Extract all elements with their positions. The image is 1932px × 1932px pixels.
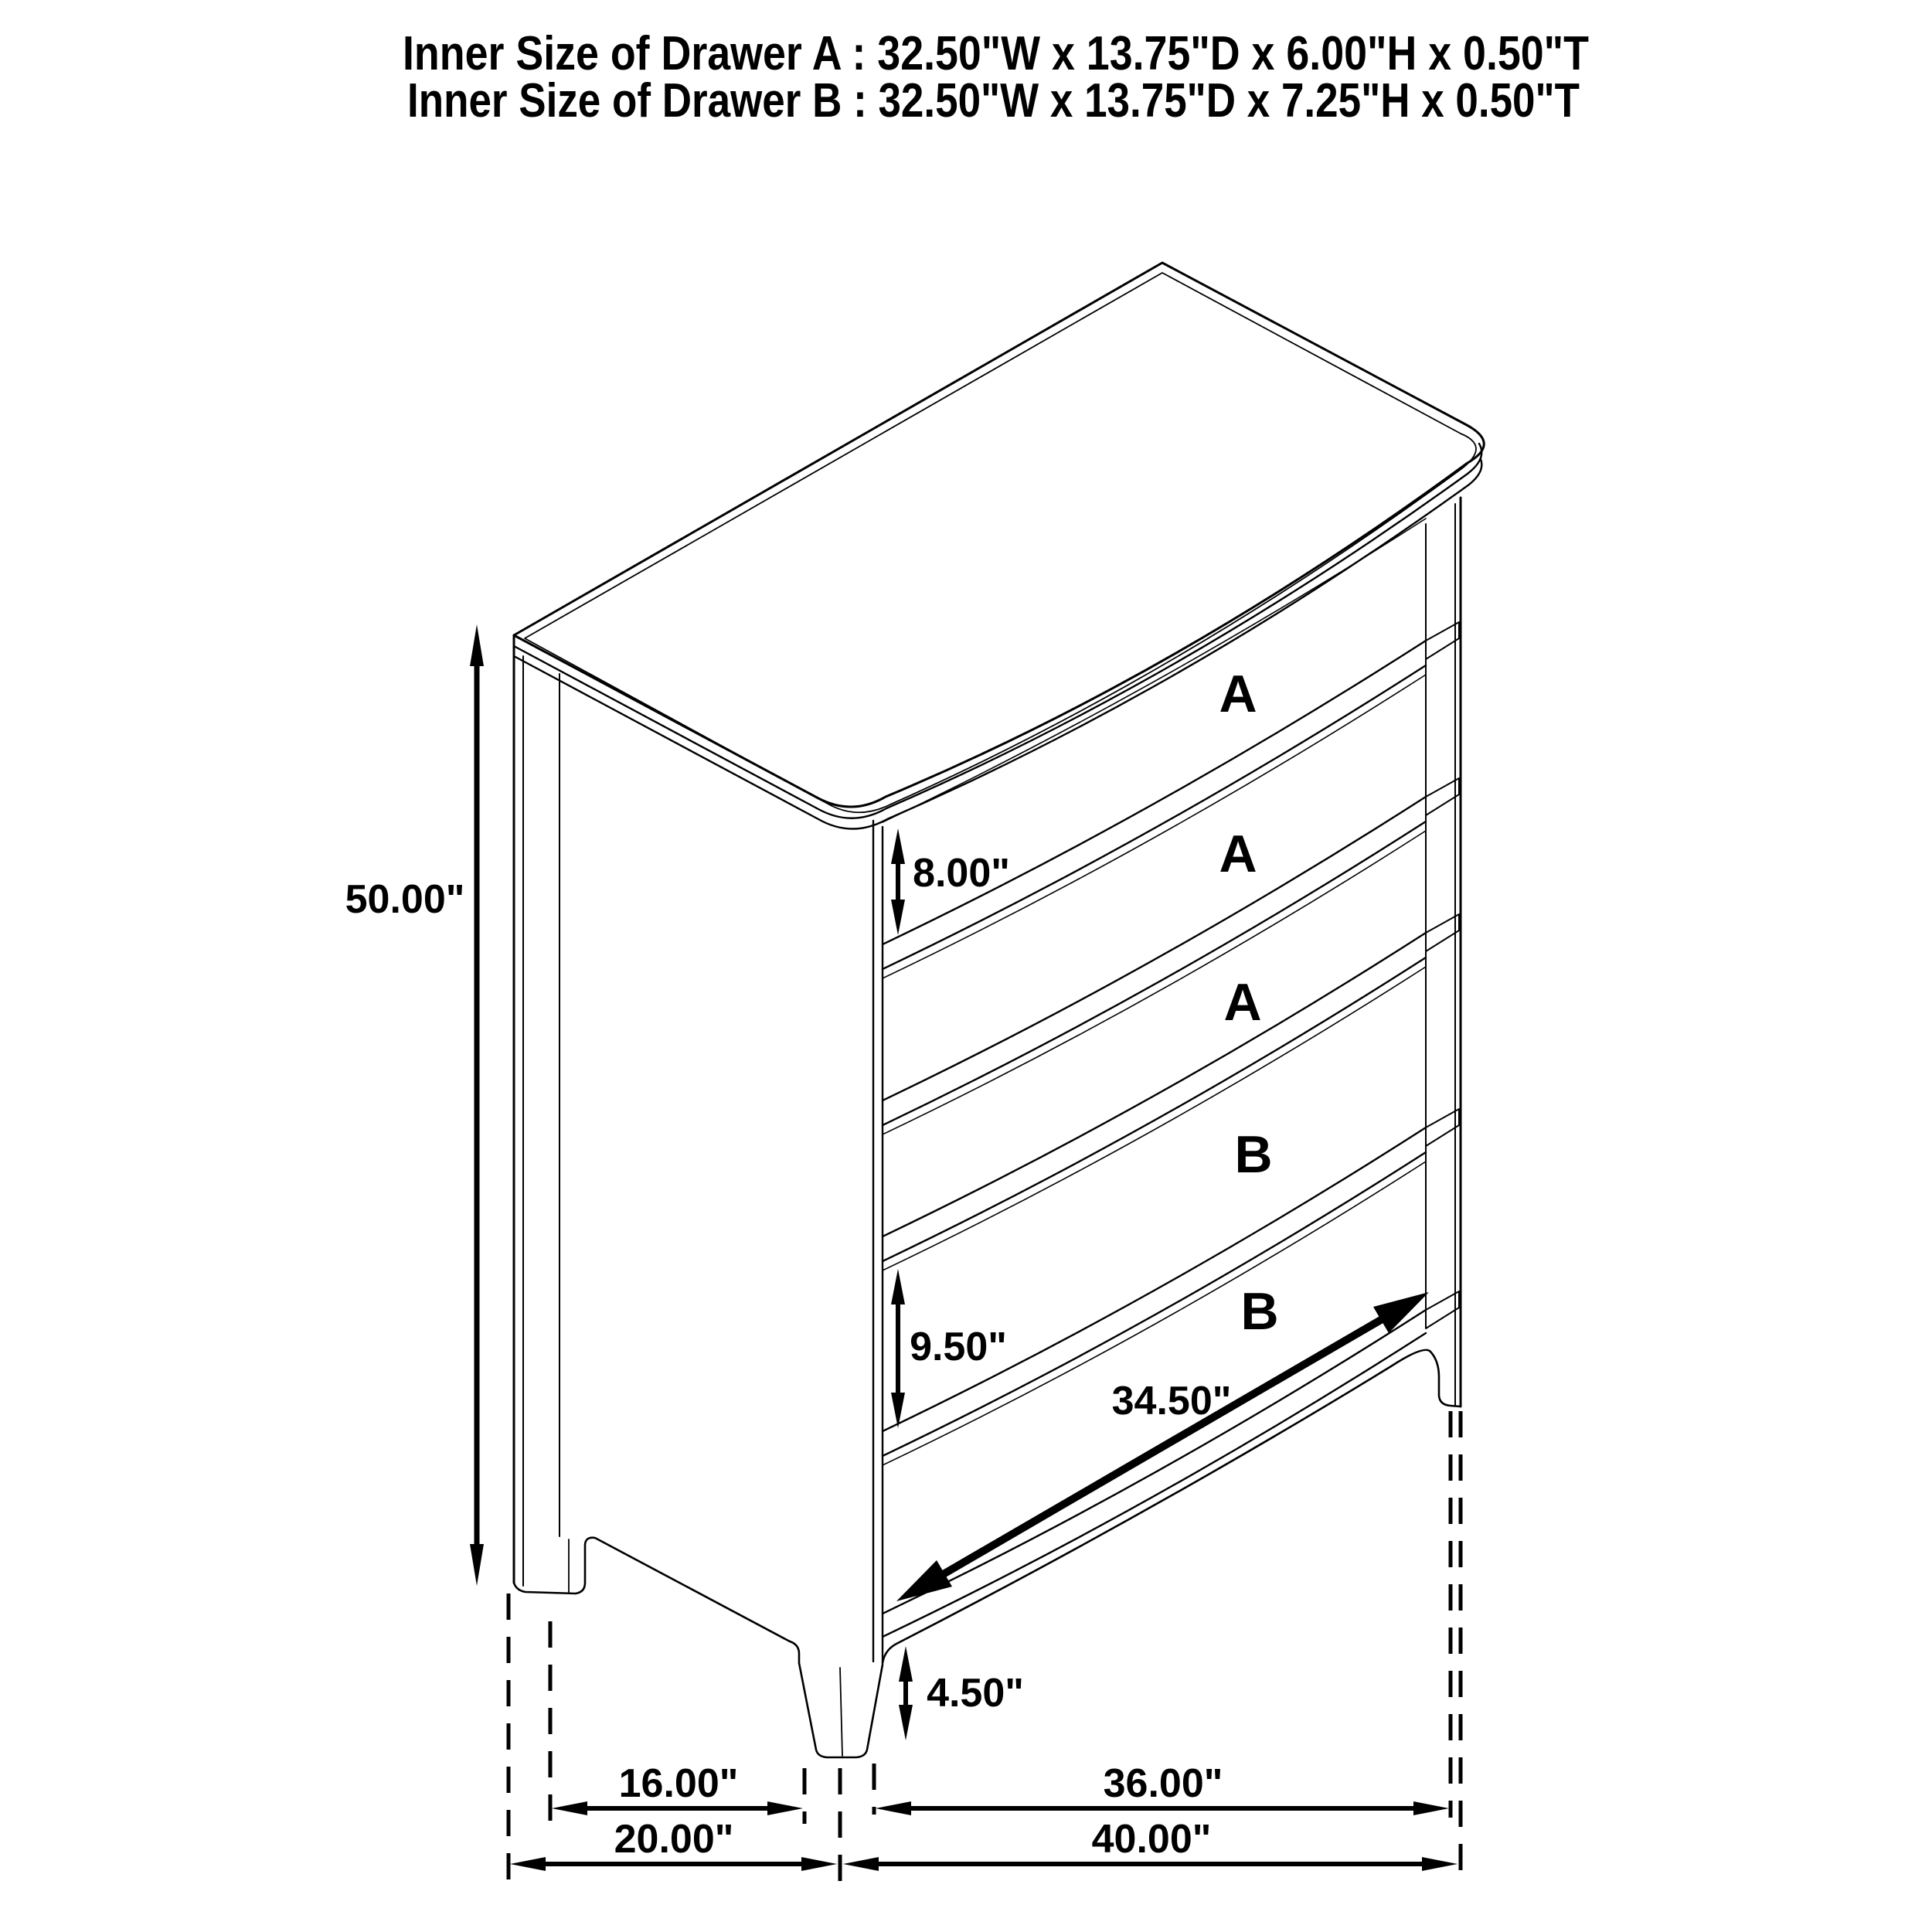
dim-label-overall-height: 50.00" <box>345 877 465 922</box>
arrowhead-up-icon <box>891 1269 905 1304</box>
chest-drawing <box>514 263 1484 1757</box>
dim-overall-depth <box>510 1817 837 1871</box>
drawer-rail-bottom <box>883 957 1426 1261</box>
arrowhead-left-icon <box>876 1801 911 1815</box>
dim-drawer-b-height <box>891 1269 1007 1428</box>
dim-front-inner-width <box>876 1761 1449 1815</box>
arrowhead-up-icon <box>899 1646 913 1682</box>
drawer-label-b2: B <box>1240 1282 1279 1341</box>
top-molding-line-2 <box>514 459 1481 829</box>
dim-overall-height <box>345 624 484 1586</box>
arrowhead-right-icon <box>1422 1857 1458 1871</box>
drawer-label-b1: B <box>1234 1125 1273 1184</box>
dim-label-drawer-b-height: 9.50" <box>910 1325 1007 1369</box>
arrowhead-down-icon <box>891 900 905 935</box>
title-line-1: Inner Size of Drawer A : 32.50"W x 13.75"D x 6.00"H x 0.50"T <box>403 27 1590 80</box>
title-line-2: Inner Size of Drawer B : 32.50"W x 13.75"D x 7.25"H x 0.50"T <box>407 74 1580 128</box>
drawer-label-a1: A <box>1219 665 1257 723</box>
rail-end-cap <box>1426 1109 1459 1146</box>
drawer-face-top-line <box>883 967 1426 1270</box>
top-molding-line-1 <box>514 444 1481 818</box>
drawer-labels <box>1219 665 1278 1341</box>
arrowhead-left-icon <box>510 1857 546 1871</box>
title-block <box>403 27 1589 128</box>
drawer-rail-bottom <box>883 665 1426 969</box>
dim-label-leg-height: 4.50" <box>927 1671 1024 1716</box>
arrowhead-down-icon <box>470 1544 484 1586</box>
drawer-face-top-line <box>883 675 1426 978</box>
arrowhead-left-icon <box>843 1857 879 1871</box>
rail-end-cap <box>1426 622 1459 659</box>
dim-label-side-inner-depth: 16.00" <box>618 1761 739 1806</box>
drawer-label-a3: A <box>1223 973 1262 1032</box>
dim-label-drawer-a-height: 8.00" <box>913 851 1010 896</box>
drawer-rail-top <box>883 797 1426 1100</box>
arrowhead-left-icon <box>552 1801 587 1815</box>
arrowhead-up-icon <box>470 624 484 666</box>
dim-label-overall-width: 40.00" <box>1091 1817 1212 1862</box>
dim-side-inner-depth <box>552 1761 803 1815</box>
arrowhead-up-icon <box>891 828 905 864</box>
rail-end-cap <box>1426 1291 1459 1328</box>
arrowhead-right-icon <box>801 1857 837 1871</box>
arrowhead-right-icon <box>767 1801 803 1815</box>
dim-drawer-a-height <box>891 828 1010 935</box>
dimensions <box>345 624 1458 1871</box>
front-leg-corner-line <box>840 1668 842 1756</box>
drawer-label-a2: A <box>1219 825 1257 883</box>
dim-leg-height <box>899 1646 1024 1740</box>
arrowhead-right-icon <box>1413 1801 1449 1815</box>
dim-label-overall-depth: 20.00" <box>614 1817 734 1862</box>
arrowhead-down-left-icon <box>896 1560 952 1601</box>
dim-label-drawer-opening-width: 34.50" <box>1111 1379 1232 1423</box>
top-surface-outline <box>514 263 1484 807</box>
dim-overall-width <box>843 1817 1458 1871</box>
arrowhead-down-icon <box>891 1393 905 1428</box>
dim-label-front-inner-width: 36.00" <box>1103 1761 1223 1806</box>
rail-end-cap <box>1426 914 1459 951</box>
arrowhead-down-icon <box>899 1705 913 1740</box>
rail-end-cap <box>1426 778 1459 815</box>
projection-lines <box>509 1411 1461 1883</box>
